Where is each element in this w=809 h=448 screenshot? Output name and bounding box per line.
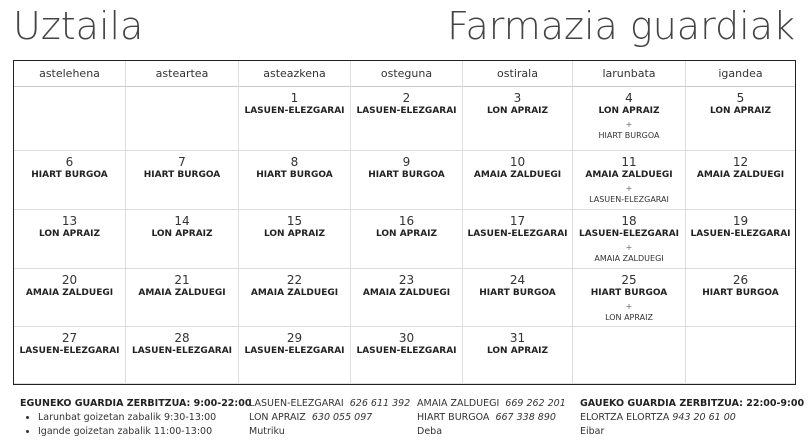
day-cell [463, 327, 573, 384]
day-cell [351, 151, 463, 210]
day-number: 17 [509, 214, 526, 228]
plus-sign: + [625, 184, 633, 193]
pharmacy-name: LASUEN-ELEZGARAI [244, 106, 345, 116]
pharmacy-name: HIART BURGOA [31, 170, 108, 180]
pharmacy-phone: 626 611 392 [349, 398, 411, 409]
day-header: larunbata [573, 61, 686, 87]
day-cell [463, 210, 573, 269]
day-cell [126, 210, 239, 269]
day-cell [14, 327, 126, 384]
pharmacy-name: LASUEN-ELEZGARAI [249, 398, 344, 409]
day-number: 31 [509, 331, 526, 345]
pharmacy-name: LASUEN-ELEZGARAI [19, 346, 120, 356]
day-cell [239, 327, 351, 384]
pharmacy-name: HIART BURGOA [143, 170, 221, 180]
day-cell [573, 151, 686, 210]
day-number: 11 [621, 155, 637, 169]
day-cell [126, 327, 239, 384]
pharmacy-name: LASUEN-ELEZGARAI [356, 346, 457, 356]
day-number: 10 [509, 155, 526, 169]
day-header: astelehena [14, 61, 126, 87]
day-cell [686, 269, 795, 327]
deba-pharmacies [417, 397, 566, 439]
secondary-pharmacy: HIART BURGOA [598, 131, 660, 140]
pharmacy-name: AMAIA ZALDUEGI [138, 288, 226, 298]
day-cell [351, 269, 463, 327]
day-number: 30 [398, 331, 415, 345]
day-number: 3 [513, 91, 522, 105]
day-number: 15 [286, 214, 303, 228]
day-number: 26 [732, 273, 749, 287]
pharmacy-name: HIART BURGOA [417, 412, 490, 423]
day-number: 8 [290, 155, 299, 169]
pharmacy-name: HIART BURGOA [479, 288, 556, 298]
pharmacy-name: AMAIA ZALDUEGI [585, 170, 673, 180]
pharmacy-name: AMAIA ZALDUEGI [473, 170, 562, 180]
day-number: 1 [290, 91, 299, 105]
day-number: 19 [732, 214, 749, 228]
day-cell [463, 87, 573, 151]
day-number: 24 [509, 273, 526, 287]
day-cell [239, 87, 351, 151]
day-number: 13 [61, 214, 78, 228]
day-header: osteguna [351, 61, 463, 87]
day-number: 6 [65, 155, 74, 169]
day-number: 9 [402, 155, 411, 169]
pharmacy-name: LON APRAIZ [486, 106, 549, 116]
day-cell [126, 87, 239, 151]
day-cell [573, 269, 686, 327]
day-cell [351, 87, 463, 151]
town-label: Eibar [580, 426, 605, 437]
pharmacy-name: LASUEN-ELEZGARAI [356, 106, 457, 116]
day-cell [686, 210, 795, 269]
day-cell [686, 327, 795, 384]
pharmacy-name: LASUEN-ELEZGARAI [467, 229, 568, 239]
day-number: 4 [625, 91, 633, 105]
day-number: 29 [286, 331, 303, 345]
day-cell [14, 269, 126, 327]
pharmacy-phone: 943 20 61 00 [672, 412, 736, 423]
day-number: 7 [178, 155, 186, 169]
pharmacy-name: HIART BURGOA [590, 288, 668, 298]
day-cell [14, 87, 126, 151]
day-number: 25 [621, 273, 637, 287]
night-service-title: GAUEKO GUARDIA ZERBITZUA: 22:00-9:00 [580, 398, 805, 409]
pharmacy-name: LON APRAIZ [249, 412, 306, 423]
day-cell [351, 327, 463, 384]
pharmacy-name: LASUEN-ELEZGARAI [244, 346, 345, 356]
day-cell [14, 210, 126, 269]
day-number: 22 [286, 273, 303, 287]
day-header: asteartea [126, 61, 239, 87]
secondary-pharmacy: AMAIA ZALDUEGI [594, 254, 664, 263]
day-number: 20 [61, 273, 78, 287]
saturday-note: • Larunbat goizetan zabalik 9:30-13:00 [38, 411, 251, 425]
day-number: 28 [174, 331, 190, 345]
calendar-grid [13, 60, 796, 385]
day-number: 27 [61, 331, 78, 345]
pharmacy-name: AMAIA ZALDUEGI [696, 170, 785, 180]
pharmacy-name: LASUEN-ELEZGARAI [690, 229, 791, 239]
day-number: 5 [736, 91, 745, 105]
pharmacy-name: AMAIA ZALDUEGI [417, 398, 500, 409]
pharmacy-name: AMAIA ZALDUEGI [25, 288, 114, 298]
pharmacy-phone: 630 055 097 [311, 412, 373, 423]
day-cell [14, 151, 126, 210]
night-service [580, 397, 804, 439]
day-cell [573, 210, 686, 269]
pharmacy-name: AMAIA ZALDUEGI [362, 288, 451, 298]
day-cell [573, 87, 686, 151]
sunday-note: • Igande goizetan zabalik 11:00-13:00 [38, 425, 251, 439]
secondary-pharmacy: LASUEN-ELEZGARAI [589, 195, 669, 204]
town-label: Mutriku [249, 426, 285, 437]
day-header: asteazkena [239, 61, 351, 87]
plus-sign: + [625, 243, 633, 252]
pharmacy-name: LASUEN-ELEZGARAI [131, 346, 233, 356]
pharmacy-name: HIART BURGOA [702, 288, 779, 298]
page-title: Farmazia guardiak [447, 4, 795, 48]
day-cell [573, 327, 686, 384]
day-cell [126, 151, 239, 210]
mutriku-pharmacies [249, 397, 410, 439]
pharmacy-phone: 669 262 201 [505, 398, 566, 409]
day-header: igandea [686, 61, 795, 87]
day-cell [463, 269, 573, 327]
pharmacy-name: AMAIA ZALDUEGI [250, 288, 339, 298]
secondary-pharmacy: LON APRAIZ [605, 313, 653, 322]
day-number: 21 [174, 273, 190, 287]
day-cell [239, 210, 351, 269]
plus-sign: + [625, 120, 633, 129]
pharmacy-name: LON APRAIZ [709, 106, 772, 116]
day-service [20, 397, 251, 439]
day-number: 18 [621, 214, 637, 228]
day-service-title: EGUNEKO GUARDIA ZERBITZUA: 9:00-22:00 [20, 398, 252, 409]
day-number: 12 [732, 155, 749, 169]
pharmacy-name: LON APRAIZ [486, 346, 549, 356]
day-cell [351, 210, 463, 269]
pharmacy-name: HIART BURGOA [256, 170, 333, 180]
pharmacy-name: LON APRAIZ [151, 229, 213, 239]
pharmacy-phone: 667 338 890 [495, 412, 556, 423]
day-cell [686, 151, 795, 210]
day-cell [126, 269, 239, 327]
pharmacy-name: LON APRAIZ [598, 106, 660, 116]
day-number: 14 [174, 214, 190, 228]
pharmacy-name: LON APRAIZ [263, 229, 326, 239]
day-cell [686, 87, 795, 151]
pharmacy-name: ELORTZA ELORTZA [580, 412, 670, 423]
day-number: 23 [398, 273, 415, 287]
town-label: Deba [417, 426, 443, 437]
day-cell [239, 151, 351, 210]
pharmacy-name: LON APRAIZ [375, 229, 438, 239]
day-number: 16 [398, 214, 415, 228]
day-number: 2 [402, 91, 411, 105]
month-title: Uztaila [13, 4, 144, 48]
day-cell [463, 151, 573, 210]
pharmacy-name: LON APRAIZ [38, 229, 101, 239]
pharmacy-name: HIART BURGOA [368, 170, 445, 180]
plus-sign: + [625, 302, 633, 311]
day-header: ostirala [463, 61, 573, 87]
day-cell [239, 269, 351, 327]
pharmacy-name: LASUEN-ELEZGARAI [578, 229, 680, 239]
